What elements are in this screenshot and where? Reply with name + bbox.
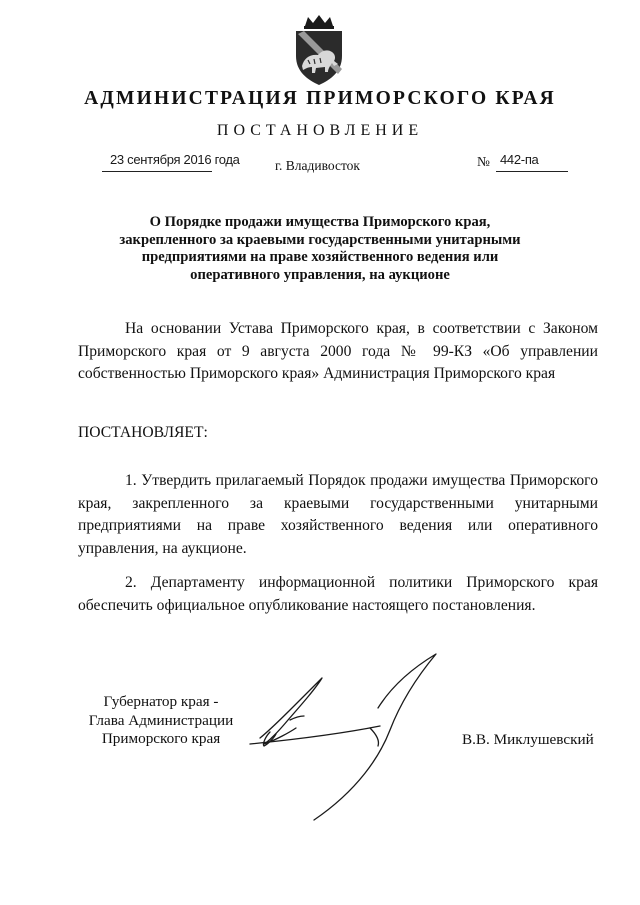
- document-type: ПОСТАНОВЛЕНИЕ: [216, 122, 424, 139]
- signatory-name: В.В. Миклушевский: [462, 731, 594, 748]
- organization-name: АДМИНИСТРАЦИЯ ПРИМОРСКОГО КРАЯ: [84, 88, 556, 109]
- signatory-title-line: Глава Администрации: [88, 711, 234, 729]
- resolves-text: ПОСТАНОВЛЯЕТ:: [78, 424, 208, 441]
- document-number: 442-па: [500, 152, 539, 167]
- preamble-paragraph: [78, 318, 598, 386]
- document-title: [60, 214, 580, 284]
- signatory-title-line: Приморского края: [101, 730, 221, 747]
- resolves-paragraph: [78, 422, 598, 445]
- document-date: 23 сентября 2016 года: [110, 152, 240, 167]
- signatory-title-line: Губернатор края -: [103, 693, 219, 710]
- item-1-text: 1. Утвердить прилагаемый Порядок продажи имущества Приморского края, закрепленного за краевыми государственными унитарными предприятиями на праве хозяйственного ведения или оперативного управления, на аукционе.: [78, 472, 598, 557]
- title-line: предприятиями на праве хозяйственного ведения или: [141, 249, 499, 265]
- coat-of-arms-icon: [288, 14, 350, 86]
- item-1-paragraph: [78, 470, 598, 560]
- item-2-paragraph: [78, 572, 598, 617]
- number-sign: №: [477, 154, 490, 169]
- preamble-text: На основании Устава Приморского края, в соответствии с Законом Приморского края от 9 августа 2000 года № 99-КЗ «Об управлении собственностью Приморского края» Администрация Приморского края: [78, 320, 598, 382]
- document-city: г. Владивосток: [275, 158, 360, 173]
- item-2-text: 2. Департаменту информационной политики Приморского края обеспечить официальное опубликование настоящего постановления.: [78, 574, 598, 614]
- title-line: О Порядке продажи имущества Приморского края,: [149, 214, 491, 230]
- date-underline: [102, 171, 212, 172]
- signature-icon: [230, 648, 460, 828]
- number-underline: [496, 171, 568, 172]
- title-line: оперативного управления, на аукционе: [190, 266, 450, 283]
- title-line: закрепленного за краевыми государственными унитарными: [119, 231, 521, 248]
